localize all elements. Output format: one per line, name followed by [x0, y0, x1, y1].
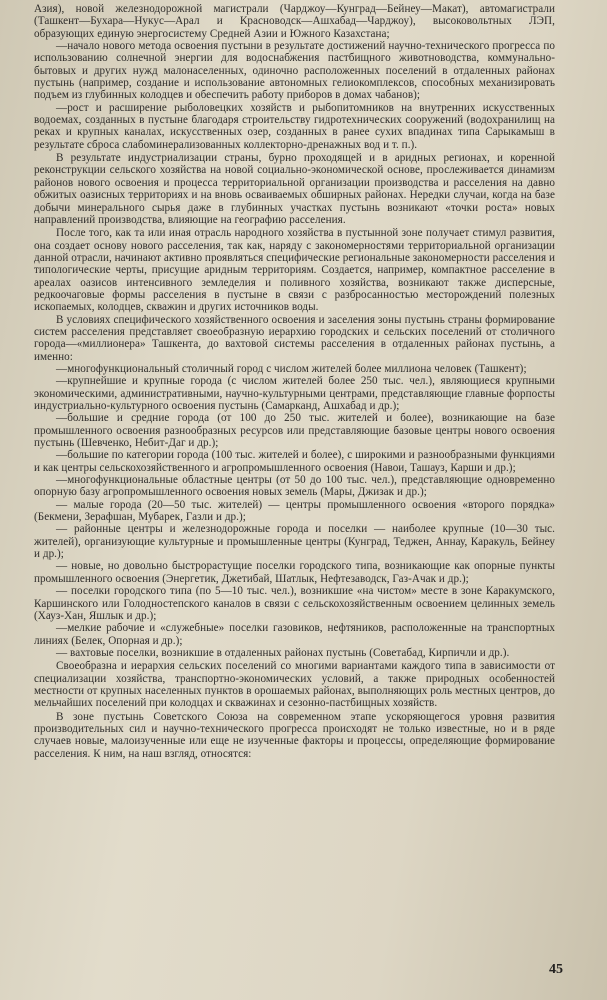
body-text	[34, 3, 555, 760]
list-item: —многофункциональные областные центры (от 50 до 100 тыс. чел.), представляющие одновременно опорную базу агропромышленного освоения новых земель (Мары, Джизак и др.);	[34, 474, 555, 499]
paragraph: После того, как та или иная отрасль народного хозяйства в пустынной зоне получает стимул развития, она создает основу нового расселения, так как, наряду с закономерностями территориальной организации данной отрасли, начинают активно проявляться специфические региональные закономерности расселения и типологические черты, присущие аридным территориям. Создается, например, компактное расселение в ареалах оазисов интенсивного земледелия и поливного хозяйства, возникают также дисперсные, редкоочаговые формы расселения в пустыне в связи с разбросанностью месторождений полезных ископаемых, колодцев, скважин и других источников воды.	[34, 227, 555, 314]
list-item: — поселки городского типа (по 5—10 тыс. чел.), возникшие «на чистом» месте в зоне Каракумского, Каршинского или Голодностепского каналов в связи с сельскохозяйственным освоением целинных земель (Хауз-Хан, Яшлык и др.);	[34, 585, 555, 622]
list-item: —мелкие рабочие и «служебные» поселки газовиков, нефтяников, расположенные на транспортных линиях (Белек, Опорная и др.);	[34, 622, 555, 647]
list-item: —многофункциональный столичный город с числом жителей более миллиона человек (Ташкент);	[56, 362, 527, 375]
list-item: —крупнейшие и крупные города (с числом жителей более 250 тыс. чел.), являющиеся крупными экономическими, административными, научно-культурными центрами, представляющие главные форпосты индустриально-культурного освоения пустынь (Самарканд, Ашхабад и др.);	[34, 375, 555, 412]
paragraph: В результате индустриализации страны, бурно проходящей и в аридных регионах, и коренной реконструкции сельского хозяйства на новой социально-экономической основе, прослеживается динамизм районов нового освоения и процесса территориальной организации производства и расселения на давно обжитых оазисных территориях и на вновь осваиваемых обширных районах. Нередки случаи, когда на базе добычи минерального сырья даже в глубинных участках пустынь возникают «точки роста» новых направлений производства, влияющие на географию расселения.	[34, 152, 555, 226]
paragraph: В условиях специфического хозяйственного освоения и заселения зоны пустынь страны формирование систем расселения представляет своеобразную иерархию городских и сельских поселений от столичного города—«миллионера» Ташкента, до вахтовой системы расселения в отдаленных районах пустынь, а именно:	[34, 313, 555, 363]
paragraph: Азия), новой железнодорожной магистрали (Чарджоу—Кунград—Бейнеу—Макат), автомагистрали (Ташкент—Бухара—Нукус—Арал и Красноводск—Ашхабад—Чарджоу), высоковольтных ЛЭП, образующих единую энергосистему Средней Азии и Южного Казахстана;	[34, 3, 555, 40]
list-item: — малые города (20—50 тыс. жителей) — центры промышленного освоения «второго порядка» (Бекмени, Зерафшан, Мубарек, Газли и др.);	[34, 498, 555, 524]
paragraph: —рост и расширение рыболовецких хозяйств и рыбопитомников на внутренних искусственных водоемах, созданных в пустыне благодаря строительству гидротехнических сооружений (водохранилищ на реках и крупных каналах, искусственных озер, созданных в ранее сухих впадинах типа Сарыкамыш в результате сброса слабоминерализованных коллекторно-дренажных вод и т. п.).	[34, 101, 555, 151]
list-item: — новые, но довольно быстрорастущие поселки городского типа, возникающие как опорные пункты промышленного освоения (Энергетик, Джетибай, Шатлык, Нефтезаводск, Газ-Ачак и др.);	[34, 560, 555, 585]
list-item: — районные центры и железнодорожные города и поселки — наиболее крупные (10—30 тыс. жителей), организующие культурные и промышленные центры (Кунград, Теджен, Аннау, Каракуль, Бейнеу и др.);	[34, 523, 555, 561]
list-item: —большие и средние города (от 100 до 250 тыс. жителей и более), возникающие на базе промышленного освоения разнообразных ресурсов или представляющие базовые центры нового освоения пустынь (Шевченко, Небит-Даг и др.);	[34, 412, 555, 450]
list-item: — вахтовые поселки, возникшие в отдаленных районах пустынь (Советабад, Кирпичли и др.).	[56, 646, 510, 659]
page-number: 45	[549, 962, 563, 977]
list-item: —большие по категории города (100 тыс. жителей и более), с широкими и разнообразными функциями и как центры сельскохозяйственного и агропромышленного освоения (Навои, Ташауз, Карши и др.);	[34, 449, 555, 474]
paragraph: —начало нового метода освоения пустыни в результате достижений научно-технического прогресса по использованию солнечной энергии для водоснабжения пастбищного животноводства, коммунально-бытовых и других нужд малонаселенных, одиночно расположенных поселений в отдаленных районах пустынь (например, создание и использование автономных гелиокомплексов, способных механизировать подъем из глубинных колодцев и обеспечить работу приборов в домах чабанов);	[34, 40, 555, 102]
paragraph: В зоне пустынь Советского Союза на современном этапе ускоряющегося уровня развития производительных сил и научно-технического прогресса происходят не только известные, но и в ряде случаев новые, малоизученные или еще не изученные факторы и процессы, определяющие формирование расселения. К ним, на наш взгляд, относятся:	[34, 710, 555, 760]
paragraph: Своеобразна и иерархия сельских поселений со многими вариантами каждого типа в зависимости от специализации хозяйства, транспортно-экономических условий, а также природных особенностей местности от крупных населенных пунктов в орошаемых районах, выполняющих роль местных центров, до мельчайших поселений при колодцах и скважинах и сезонно-пастбищных хозяйств.	[34, 660, 555, 710]
